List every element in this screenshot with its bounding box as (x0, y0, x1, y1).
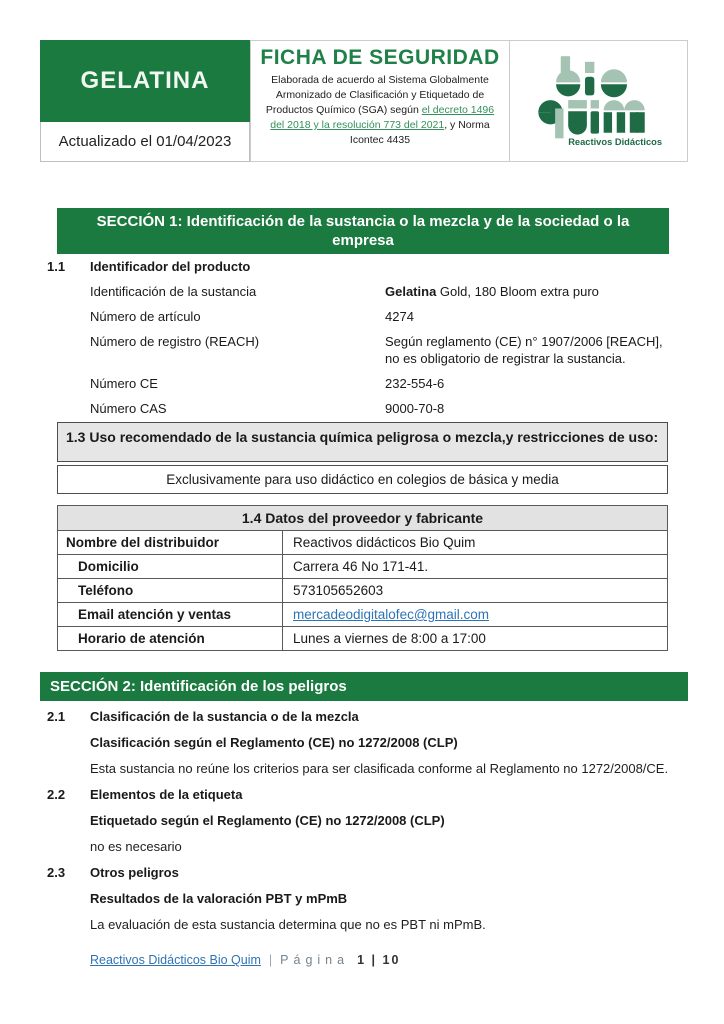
section2-title: SECCIÓN 2: Identificación de los peligros (50, 678, 347, 695)
decree-resolution-link[interactable]: el decreto 1496 del 2018 y la resolución 773 del 2021 (270, 104, 495, 131)
section2-header-bar (40, 672, 688, 701)
field-value: Según reglamento (CE) n° 1907/2006 [REACH], no es obligatorio de registrar la sustancia. (385, 334, 663, 366)
document-subtitle (259, 73, 501, 148)
subsection-number: 1.1 (47, 259, 66, 274)
subsection-2-2-subheading (47, 812, 672, 829)
body-text: Esta sustancia no reúne los criterios para ser clasificada conforme al Reglamento no 1272/2008/CE. (90, 761, 669, 776)
hours-label: Horario de atención (58, 627, 283, 651)
distributor-name-value: Reactivos didácticos Bio Quim (283, 531, 668, 555)
product-name: GELATINA (80, 67, 210, 94)
supplier-table-title: 1.4 Datos del proveedor y fabricante (58, 506, 668, 531)
field-label: Número CE (90, 376, 158, 391)
section1-title: SECCIÓN 1: Identificación de la sustancia o la mezcla y de la sociedad o la empresa (96, 213, 630, 249)
bioquim-logo (529, 51, 669, 151)
email-label: Email atención y ventas (58, 603, 283, 627)
ce-number-row (47, 375, 672, 392)
table-row (58, 531, 668, 555)
distributor-name-label: Nombre del distribuidor (58, 531, 283, 555)
document-title: FICHA DE SEGURIDAD (260, 46, 500, 69)
subheading-text: Etiquetado según el Reglamento (CE) no 1272/2008 (CLP) (90, 813, 445, 828)
recommended-use-value: Exclusivamente para uso didáctico en colegios de básica y media (57, 465, 668, 494)
header-logo-cell (510, 40, 688, 162)
document-header (40, 40, 688, 162)
field-value: 4274 (385, 309, 414, 324)
table-row (58, 579, 668, 603)
subsection-number: 2.2 (47, 787, 66, 802)
address-value: Carrera 46 No 171-41. (283, 555, 668, 579)
logo-tagline: Reactivos Didácticos (567, 136, 662, 147)
subsection-2-2-body (47, 838, 672, 855)
email-link[interactable]: mercadeodigitalofec@gmail.com (293, 607, 490, 622)
footer-separator: | (268, 953, 273, 967)
subsection-1-1-heading (47, 258, 672, 275)
footer-page-number: 1 | 10 (357, 953, 401, 967)
table-row (58, 603, 668, 627)
product-name-banner (40, 40, 250, 122)
table-row (58, 555, 668, 579)
section1-header-bar (57, 208, 669, 254)
field-value-rest: Gold, 180 Bloom extra puro (436, 284, 599, 299)
subsection-title: Elementos de la etiqueta (90, 787, 243, 802)
subsection-2-1-heading (47, 708, 672, 725)
subsection-2-3-heading (47, 864, 672, 881)
field-value (385, 283, 672, 300)
subtitle-text-post: , y Norma Icontec 4435 (349, 119, 490, 146)
subsection-2-3-subheading (47, 890, 672, 907)
header-product-column (40, 40, 250, 162)
subsection-number: 2.3 (47, 865, 66, 880)
subsection-title: Clasificación de la sustancia o de la mezcla (90, 709, 359, 724)
subsection-2-2-heading (47, 786, 672, 803)
body-text: La evaluación de esta sustancia determina que no es PBT ni mPmB. (90, 917, 486, 932)
updated-date-text: Actualizado el 01/04/2023 (58, 133, 232, 150)
phone-value: 573105652603 (283, 579, 668, 603)
field-value: 232-554-6 (385, 376, 445, 391)
updated-date-cell (40, 122, 250, 162)
page-footer (90, 953, 400, 967)
recommended-use-box (57, 422, 668, 494)
subheading-text: Clasificación según el Reglamento (CE) no 1272/2008 (CLP) (90, 735, 458, 750)
recommended-use-title: 1.3 Uso recomendado de la sustancia química peligrosa o mezcla,y restricciones de uso: (57, 422, 668, 462)
address-label: Domicilio (58, 555, 283, 579)
body-text: no es necesario (90, 839, 182, 854)
subsection-2-3-body (47, 916, 672, 933)
table-row (58, 627, 668, 651)
subsection-number: 2.1 (47, 709, 66, 724)
phone-label: Teléfono (58, 579, 283, 603)
section2-content (47, 708, 672, 942)
cas-number-row (47, 400, 672, 417)
subheading-text: Resultados de la valoración PBT y mPmB (90, 891, 348, 906)
section1-content (47, 258, 672, 425)
field-value-bold: Gelatina (385, 284, 437, 299)
subtitle-text-pre: Elaborada de acuerdo al Sistema Globalmente Armonizado de Clasificación y Etiquetado de Productos Químico (SGA) según (265, 74, 489, 116)
supplier-table-caption-row (58, 506, 668, 531)
footer-company-link[interactable]: Reactivos Didácticos Bio Quim (90, 953, 261, 967)
field-label: Número CAS (90, 401, 167, 416)
field-label: Identificación de la sustancia (90, 284, 257, 299)
subsection-title: Identificador del producto (90, 259, 251, 274)
reach-number-row (47, 333, 672, 367)
hours-value: Lunes a viernes de 8:00 a 17:00 (283, 627, 668, 651)
footer-page-label: Página (280, 953, 350, 967)
subsection-2-1-body (47, 760, 672, 777)
article-number-row (47, 308, 672, 325)
header-title-column (250, 40, 510, 162)
subsection-title: Otros peligros (90, 865, 179, 880)
subsection-2-1-subheading (47, 734, 672, 751)
product-identity-row (47, 283, 672, 300)
field-value: 9000-70-8 (385, 401, 445, 416)
field-label: Número de registro (REACH) (90, 334, 260, 349)
supplier-table (57, 505, 668, 651)
field-label: Número de artículo (90, 309, 201, 324)
